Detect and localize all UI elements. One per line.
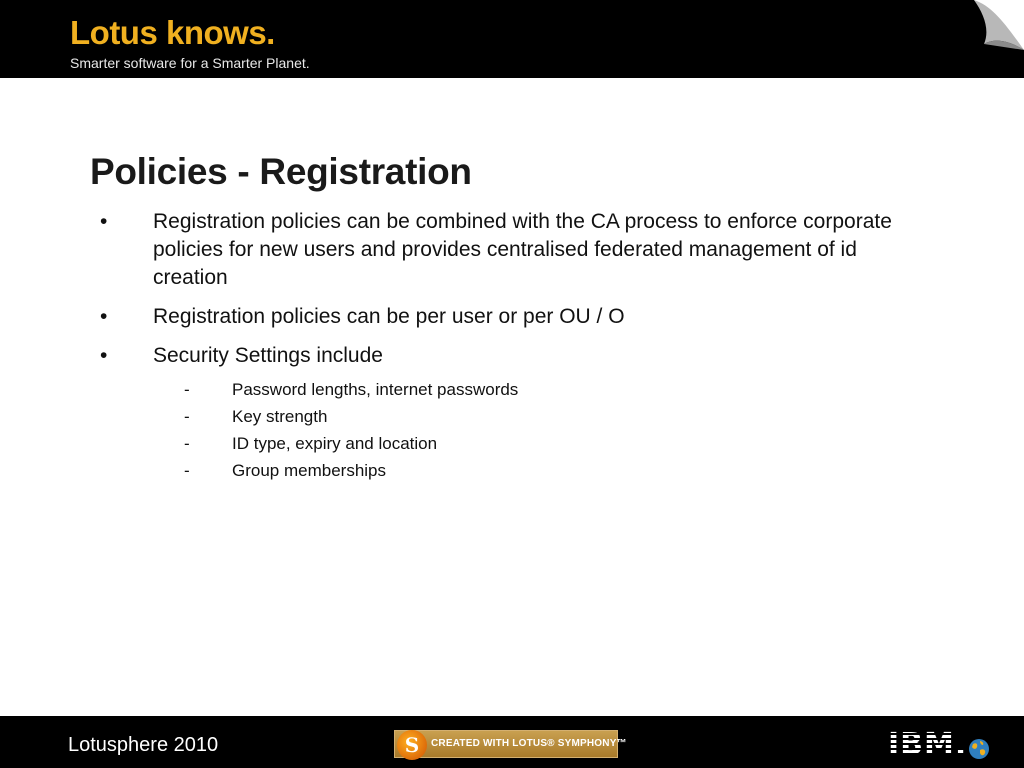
sub-bullet-list [153, 376, 920, 484]
bullet-marker: • [100, 210, 108, 233]
sub-bullet-item [153, 403, 920, 430]
dash-marker: - [184, 461, 190, 480]
bullet-marker: • [100, 344, 108, 367]
footer-band [0, 716, 1024, 768]
bullet-marker: • [100, 305, 108, 328]
page-curl-icon [974, 0, 1024, 50]
dash-marker: - [184, 434, 190, 453]
sub-bullet-text: Group memberships [232, 461, 387, 480]
ibm-logo: IBM. [888, 727, 968, 762]
bullet-text: Registration policies can be per user or per OU / O [153, 305, 625, 328]
symphony-badge[interactable] [394, 730, 627, 758]
sub-bullet-text: Password lengths, internet passwords [232, 380, 519, 399]
slide-title: Policies - Registration [90, 151, 472, 192]
sub-bullet-item [153, 457, 920, 484]
bullet-list [100, 208, 920, 495]
sub-bullet-text: Key strength [232, 407, 328, 426]
bullet-item [100, 303, 920, 331]
brand-title: Lotus knows. [70, 14, 275, 51]
symphony-logo-icon [397, 730, 427, 760]
event-name: Lotusphere 2010 [68, 734, 219, 756]
sub-bullet-item [153, 376, 920, 403]
dash-marker: - [184, 380, 190, 399]
sub-bullet-text: ID type, expiry and location [232, 434, 438, 453]
bullet-item [100, 208, 920, 292]
globe-icon [968, 738, 990, 760]
header-band [0, 0, 1024, 78]
dash-marker: - [184, 407, 190, 426]
bullet-text: Security Settings include [153, 344, 383, 367]
symphony-badge-text: CREATED WITH LOTUS® SYMPHONY™ [431, 738, 627, 749]
bullet-text: Registration policies can be combined with the CA process to enforce corporate policies for new users and provides centralised federated management of id creation [153, 210, 892, 289]
bullet-item [100, 342, 920, 484]
brand-tagline: Smarter software for a Smarter Planet. [70, 55, 310, 71]
sub-bullet-item [153, 430, 920, 457]
symphony-logo-letter: S [404, 733, 420, 757]
